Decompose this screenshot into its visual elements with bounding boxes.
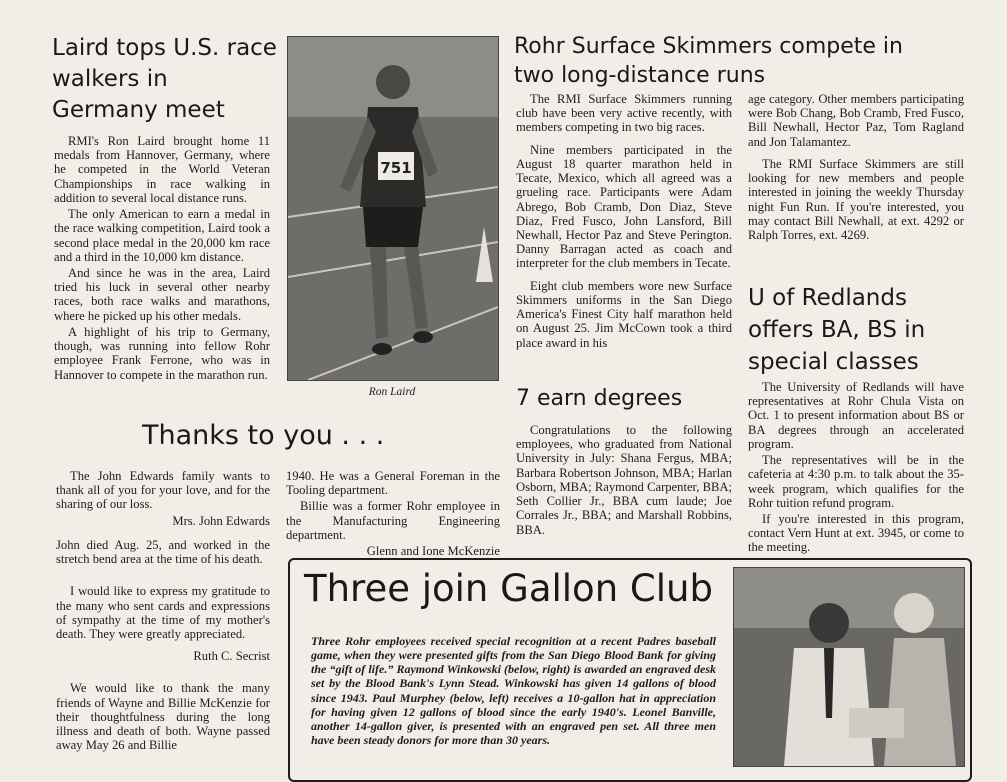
rohr-article-continued xyxy=(748,92,964,250)
laird-paragraph-4: A highlight of his trip to Germany, though, was running into fellow Rohr employee Frank Ferrone, who was in Hannover to compete in the marathon run. xyxy=(54,324,270,382)
thanks-headline: Thanks to you . . . xyxy=(142,420,385,451)
gallon-intro: Three Rohr employees received special recognition at a recent Padres baseball game, when they were presented gifts from the San Diego Blood Bank for giving the “gift of life.” Raymond Winkowski (below, right) is awarded an engraved desk set by the Blood Bank's Lynn Stead. Winkowski has given 14 gallons of blood since 1943. Paul Murphey (below, left) receives a 10-gallon hat in appreciation for having given 12 gallons of blood since the early 1940's. Leonel Banville, another 14-gallon giver, is presented with an engraved pen set. All three men have been steady donors for more than 30 years. xyxy=(311,634,716,748)
rohr-continued-paragraph-1: age category. Other members participating were Bob Chang, Bob Cramb, Fred Fusco, Bill Newhall, Hector Paz, Tom Ragland and Jon Talamantez. xyxy=(748,92,964,149)
rohr-paragraph-1: The RMI Surface Skimmers running club have been very active recently, with members competing in two big races. xyxy=(516,92,732,135)
laird-article-body xyxy=(54,134,270,390)
rohr-headline: Rohr Surface Skimmers compete in two long-distance runs xyxy=(514,34,903,88)
thanks-mckenzie-continued: 1940. He was a General Foreman in the Tooling department. xyxy=(286,469,500,498)
redlands-article-body xyxy=(748,380,964,563)
bib-number: 751 xyxy=(380,159,412,177)
thanks-mckenzie-note: We would like to thank the many friends of Wayne and Billie McKenzie for their thoughtfulness during the long illness and death of both. Wayne passed away May 26 and Billie xyxy=(56,681,270,753)
laird-paragraph-2: The only American to earn a medal in the race walking competition, Laird took a second place medal in the 20,000 km race and a third in the 10,000 km distance. xyxy=(54,207,270,264)
laird-paragraph-1: RMI's Ron Laird brought home 11 medals from Hannover, Germany, where he competed in the World Veteran Championships in race walking in addition to several local distance runs. xyxy=(54,134,270,205)
rohr-paragraph-3: Eight club members wore new Surface Skimmers uniforms in the San Diego America's Finest City half marathon held on August 25. Jim McCown took a third place award in his xyxy=(516,278,732,350)
laird-headline: Laird tops U.S. race walkers in Germany meet xyxy=(52,35,277,123)
thanks-mckenzie-signature: Glenn and Ione McKenzie xyxy=(366,544,500,559)
redlands-headline: U of Redlands offers BA, BS in special classes xyxy=(748,285,926,375)
runner-photo-caption: Ron Laird xyxy=(368,386,416,398)
thanks-edwards-note: The John Edwards family wants to thank all of you for your love, and for the sharing of our loss. xyxy=(56,469,270,512)
laird-paragraph-3: And since he was in the area, Laird tried his luck in several other nearby races, both race walks and marathons, where he picked up his other medals. xyxy=(54,265,270,323)
redlands-paragraph-1: The University of Redlands will have representatives at Rohr Chula Vista on Oct. 1 to present information about BS or BA degrees through an accelerated program. xyxy=(748,380,964,451)
redlands-paragraph-3: If you're interested in this program, contact Vern Hunt at ext. 3945, or come to the meeting. xyxy=(748,511,964,555)
redlands-paragraph-2: The representatives will be in the cafeteria at 4:30 p.m. to talk about the 35-week program, which qualifies for the Rohr tuition refund program. xyxy=(748,453,964,510)
thanks-secrist-signature: Ruth C. Secrist xyxy=(193,649,270,664)
thanks-edwards-signature: Mrs. John Edwards xyxy=(172,513,270,528)
ceremony-photo-icon xyxy=(733,567,965,767)
gallon-headline: Three join Gallon Club xyxy=(304,567,713,610)
degrees-paragraph: Congratulations to the following employees, who graduated from National University in July: Shana Fergus, MBA; Barbara Robertson Johnson, MBA; Harlan Osborn, MBA; Raymond Carpenter, BBA; Seth Collier Jr., BBA cum laude; Joe Corrales Jr., BBA; and Marshall Robbins, BBA. xyxy=(516,423,732,537)
rohr-paragraph-2: Nine members participated in the August 18 quarter marathon held in Tecate, Mexico, which all agreed was a grueling race. Participants were Adam Abrego, Bob Cramb, Don Diaz, Steve Diaz, Fred Fusco, John Lansford, Bill Newhall, Hector Paz and Steve Perington. Danny Barragan acted as coach and interpreter for the club members in Tecate. xyxy=(516,142,732,271)
thanks-column-2 xyxy=(286,469,500,568)
thanks-column-1 xyxy=(56,469,270,761)
rohr-article-body xyxy=(516,92,732,358)
thanks-secrist-note: I would like to express my gratitude to the many who sent cards and expressions of sympathy at the time of my mother's death. They were greatly appreciated. xyxy=(56,584,270,641)
degrees-headline: 7 earn degrees xyxy=(516,386,683,411)
thanks-edwards-detail: John died Aug. 25, and worked in the stretch bend area at the time of his death. xyxy=(56,537,270,567)
runner-photo-icon xyxy=(287,36,499,381)
thanks-mckenzie-billie: Billie was a former Rohr employee in the Manufacturing Engineering department. xyxy=(286,499,500,542)
degrees-article-body xyxy=(516,423,732,545)
rohr-continued-paragraph-2: The RMI Surface Skimmers are still looking for new members and people interested in joining the weekly Thursday night Fun Run. If you're interested, you may contact Bill Newhall, at ext. 4292 or Ralph Torres, ext. 4269. xyxy=(748,156,964,242)
